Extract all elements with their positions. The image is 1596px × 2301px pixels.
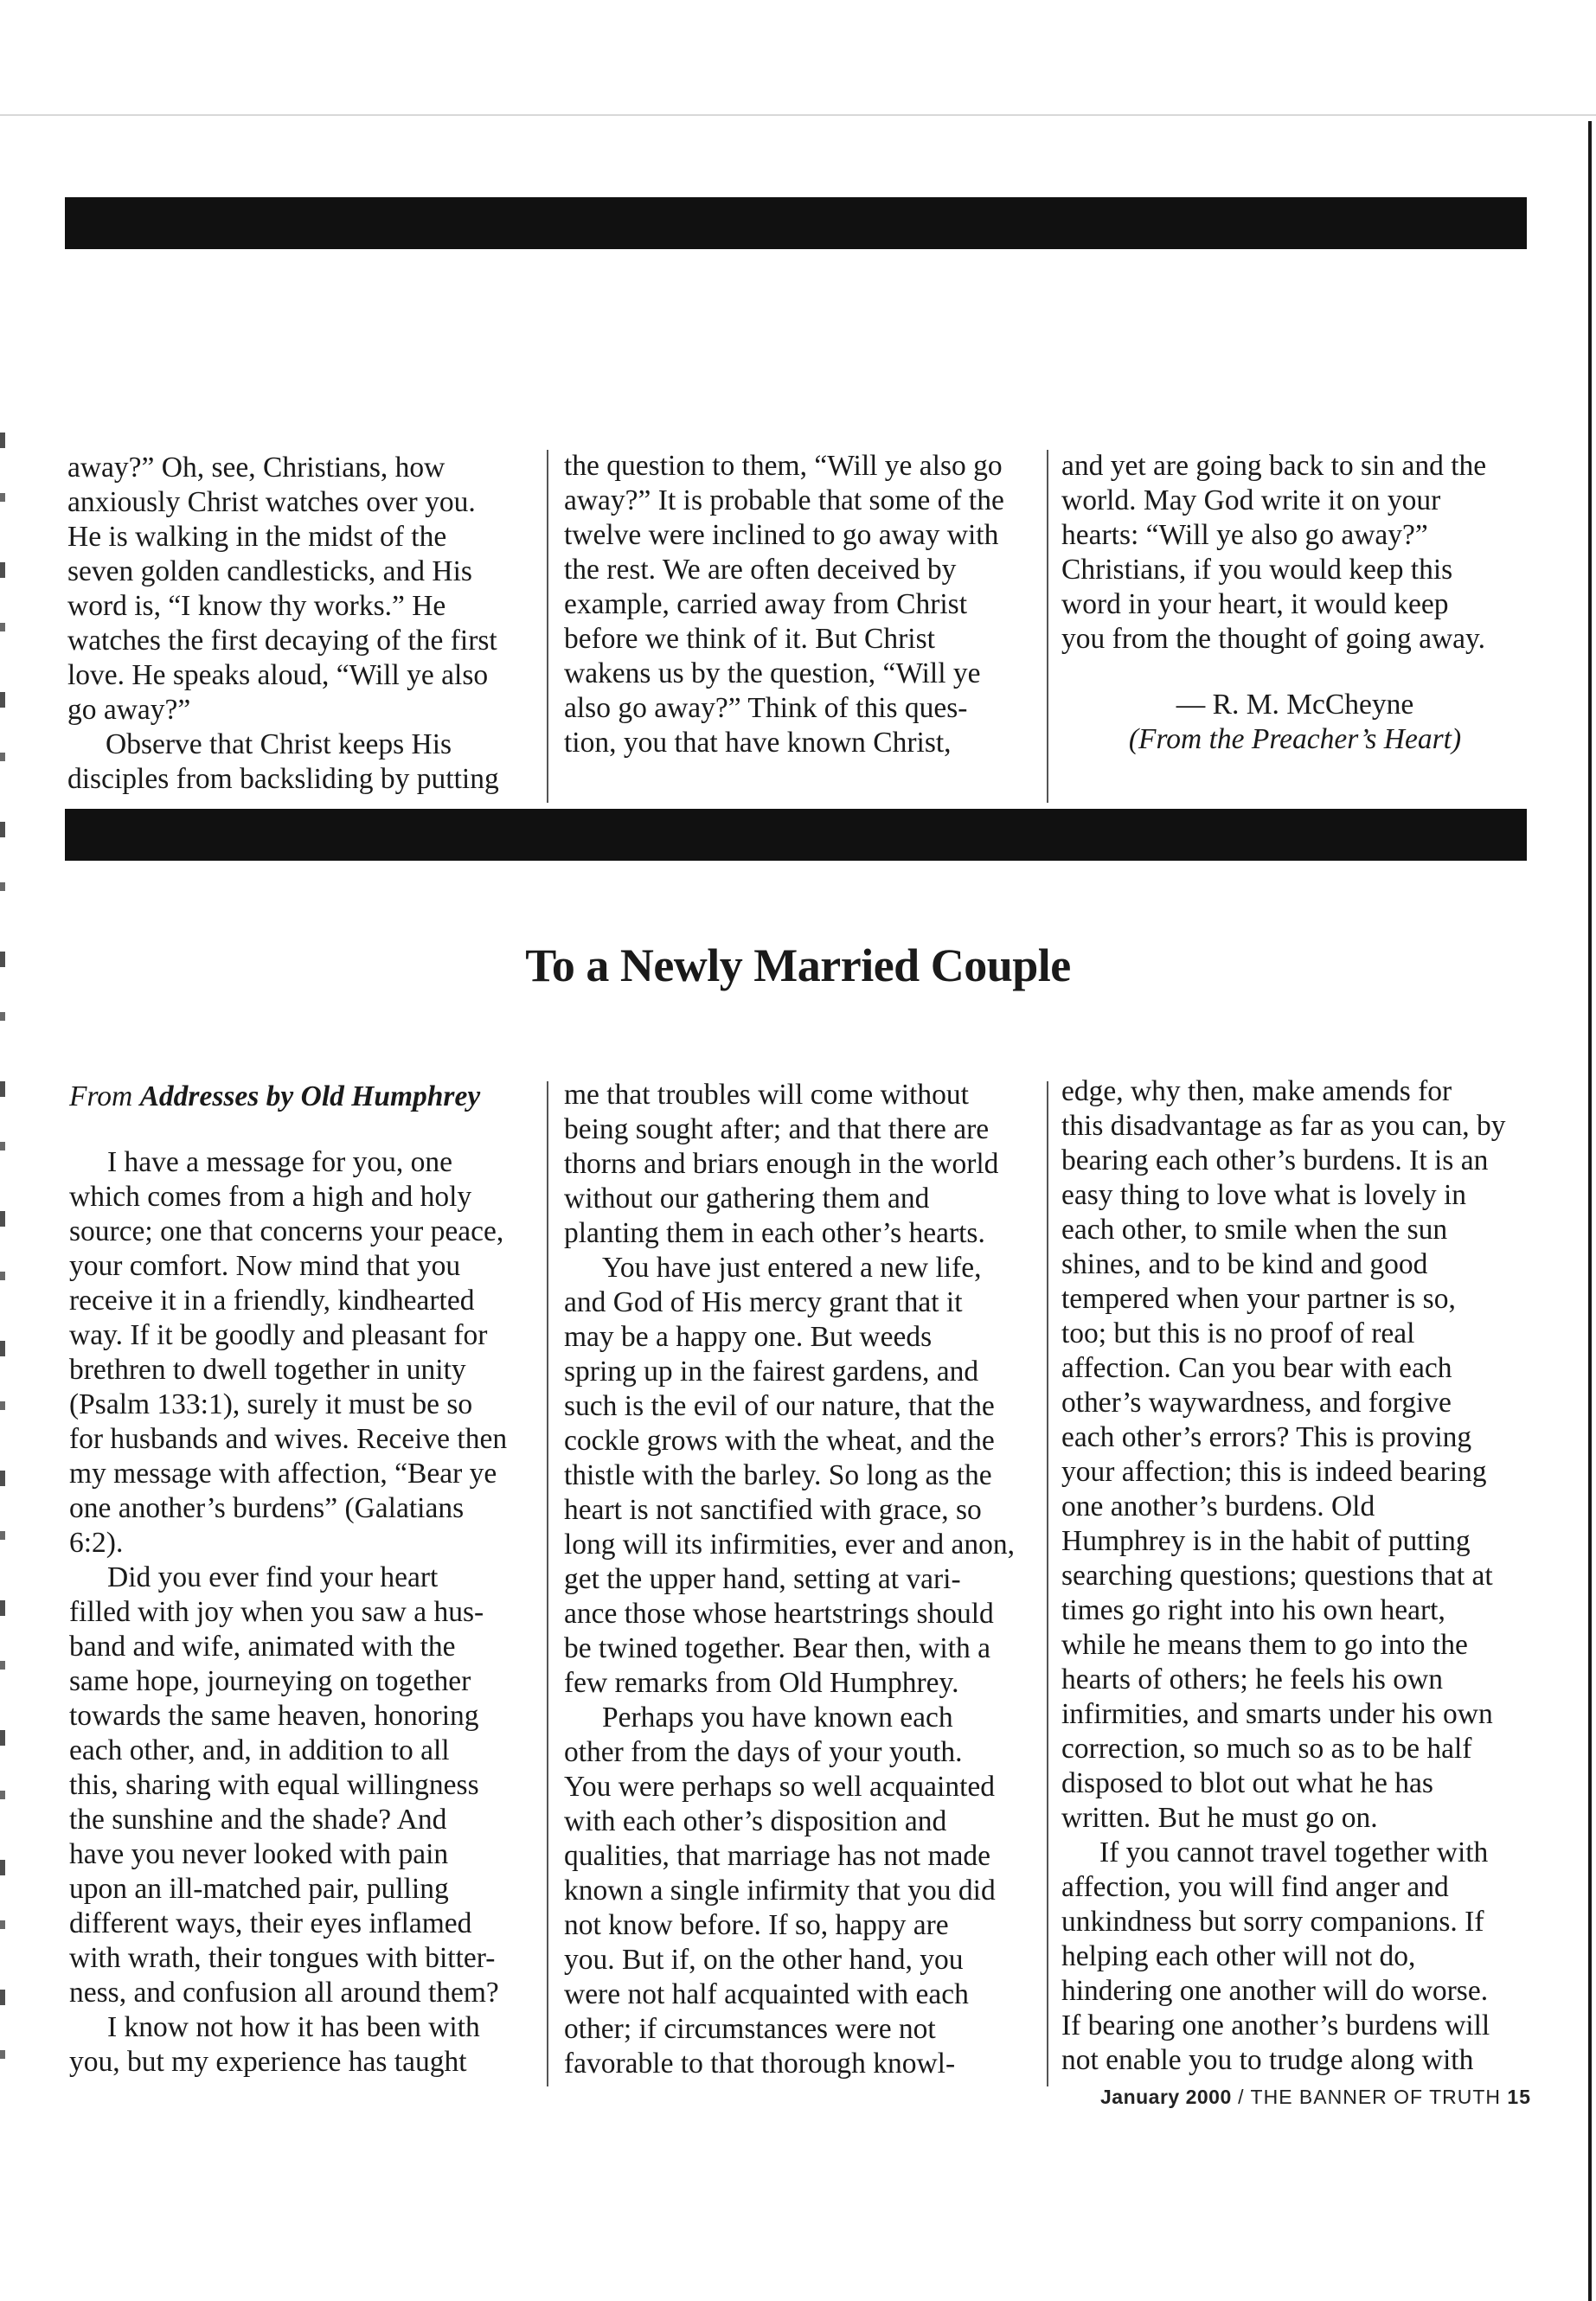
text-line: this, sharing with equal willingness — [69, 1769, 479, 1801]
text-line: me that troubles will come without — [564, 1079, 969, 1111]
text-line: for husbands and wives. Receive then — [69, 1423, 508, 1455]
text-line: Humphrey is in the habit of putting — [1061, 1525, 1471, 1557]
text-line: away?” It is probable that some of the — [564, 484, 1004, 516]
text-line: upon an ill-matched pair, pulling — [69, 1873, 449, 1905]
text-line: Christians, if you would keep this — [1061, 554, 1453, 586]
top-column-2 — [564, 449, 1031, 760]
text-line: same hope, journeying on together — [69, 1665, 471, 1697]
signature-source: (From the Preacher’s Heart) — [1128, 723, 1462, 755]
text-line: you. But if, on the other hand, you — [564, 1944, 964, 1976]
text-line: without our gathering them and — [564, 1183, 930, 1215]
text-line: each other, and, in addition to all — [69, 1734, 450, 1766]
text-line: each other’s errors? This is proving — [1061, 1421, 1472, 1453]
text-line: towards the same heaven, honoring — [69, 1700, 479, 1732]
text-line: times go right into his own heart, — [1061, 1594, 1445, 1626]
text-line: cockle grows with the wheat, and the — [564, 1425, 995, 1457]
text-line: your affection; this is indeed bearing — [1061, 1456, 1487, 1488]
text-line: example, carried away from Christ — [564, 588, 968, 620]
text-line: too; but this is no proof of real — [1061, 1317, 1415, 1349]
column-rule — [1047, 450, 1048, 803]
text-line: and God of His mercy grant that it — [564, 1286, 963, 1318]
text-line: I know not how it has been with — [107, 2011, 480, 2043]
text-line: have you never looked with pain — [69, 1838, 449, 1870]
text-line: get the upper hand, setting at vari- — [564, 1563, 961, 1595]
text-line: spring up in the fairest gardens, and — [564, 1356, 979, 1388]
top-column-3 — [1061, 449, 1529, 757]
text-line: 6:2). — [69, 1527, 124, 1559]
top-column-1 — [67, 451, 535, 797]
text-line: long will its infirmities, ever and anon, — [564, 1529, 1016, 1561]
article-title: To a Newly Married Couple — [525, 939, 1071, 991]
text-line: source; one that concerns your peace, — [69, 1215, 504, 1247]
footer-separator: / — [1238, 2086, 1245, 2108]
text-line: with each other’s disposition and — [564, 1805, 947, 1837]
text-line: thistle with the barley. So long as the — [564, 1459, 992, 1491]
text-line: You were perhaps so well acquainted — [564, 1771, 996, 1803]
text-line: bearing each other’s burdens. It is an — [1061, 1144, 1489, 1176]
footer-publication: THE BANNER OF TRUTH — [1250, 2086, 1502, 2108]
text-line: also go away?” Think of this ques- — [564, 692, 968, 724]
text-line: hindering one another will do worse. — [1061, 1975, 1489, 2007]
text-line: you, but my experience has taught — [69, 2046, 467, 2078]
text-line: disciples from backsliding by putting — [67, 763, 499, 795]
text-line: not know before. If so, happy are — [564, 1909, 949, 1941]
scan-top-edge — [0, 114, 1596, 116]
text-line: be twined together. Bear then, with a — [564, 1632, 991, 1664]
article-column-1 — [69, 1080, 536, 2080]
text-line: planting them in each other’s hearts. — [564, 1217, 985, 1249]
page-footer — [1090, 2086, 1531, 2109]
text-line: twelve were inclined to go away with — [564, 519, 999, 551]
text-line: you from the thought of going away. — [1061, 623, 1486, 655]
text-line: other from the days of your youth. — [564, 1736, 963, 1768]
text-line: were not half acquainted with each — [564, 1978, 969, 2010]
text-line: while he means them to go into the — [1061, 1629, 1468, 1661]
column-rule — [1047, 1081, 1048, 2086]
text-line: the sunshine and the shade? And — [69, 1804, 447, 1836]
signature-name: — R. M. McCheyne — [1176, 689, 1414, 721]
text-line: other; if circumstances were not — [564, 2013, 936, 2045]
scan-right-edge — [1588, 121, 1592, 2301]
text-line: anxiously Christ watches over you. — [67, 486, 476, 518]
text-line: ness, and confusion all around them? — [69, 1977, 499, 2009]
text-line: If you cannot travel together with — [1099, 1836, 1489, 1868]
text-line: one another’s burdens. Old — [1061, 1490, 1375, 1522]
text-line: your comfort. Now mind that you — [69, 1250, 461, 1282]
text-line: helping each other will not do, — [1061, 1940, 1416, 1972]
text-line: my message with affection, “Bear ye — [69, 1458, 497, 1490]
text-line: tion, you that have known Christ, — [564, 727, 952, 759]
text-line: not enable you to trudge along with — [1061, 2044, 1474, 2076]
text-line: heart is not sanctified with grace, so — [564, 1494, 982, 1526]
scan-binding-marks — [0, 433, 5, 2119]
text-line: the rest. We are often deceived by — [564, 554, 957, 586]
text-line: easy thing to love what is lovely in — [1061, 1179, 1467, 1211]
text-line: way. If it be goodly and pleasant for — [69, 1319, 488, 1351]
text-line: ance those whose heartstrings should — [564, 1598, 994, 1630]
text-line: other’s waywardness, and forgive — [1061, 1387, 1452, 1419]
text-line: Observe that Christ keeps His — [106, 728, 452, 760]
text-line: hearts: “Will ye also go away?” — [1061, 519, 1428, 551]
text-line: receive it in a friendly, kindhearted — [69, 1285, 475, 1317]
text-line: band and wife, animated with the — [69, 1631, 456, 1663]
text-line: word in your heart, it would keep — [1061, 588, 1449, 620]
text-line: thorns and briars enough in the world — [564, 1148, 999, 1180]
text-line: and yet are going back to sin and the — [1061, 450, 1487, 482]
text-line: written. But he must go on. — [1061, 1802, 1378, 1834]
text-line: qualities, that marriage has not made — [564, 1840, 991, 1872]
text-line: edge, why then, make amends for — [1061, 1075, 1452, 1107]
text-line: this disadvantage as far as you can, by — [1061, 1110, 1506, 1142]
page-number: 15 — [1507, 2086, 1531, 2108]
text-line: brethren to dwell together in unity — [69, 1354, 466, 1386]
text-line: infirmities, and smarts under his own — [1061, 1698, 1493, 1730]
text-line: being sought after; and that there are — [564, 1113, 990, 1145]
text-line: correction, so much so as to be half — [1061, 1733, 1472, 1765]
text-line: world. May God write it on your — [1061, 484, 1441, 516]
text-line: If bearing one another’s burdens will — [1061, 2009, 1490, 2041]
article-column-3 — [1061, 1074, 1529, 2078]
text-line: shines, and to be kind and good — [1061, 1248, 1428, 1280]
column-rule — [547, 1081, 548, 2086]
text-line: hearts of others; he feels his own — [1061, 1663, 1443, 1695]
middle-black-bar — [65, 809, 1527, 861]
text-line: one another’s burdens” (Galatians — [69, 1492, 465, 1524]
text-line: I have a message for you, one — [107, 1146, 453, 1178]
text-line: which comes from a high and holy — [69, 1181, 472, 1213]
text-line: Perhaps you have known each — [602, 1702, 953, 1734]
text-line: few remarks from Old Humphrey. — [564, 1667, 959, 1699]
text-line: before we think of it. But Christ — [564, 623, 935, 655]
text-line: love. He speaks aloud, “Will ye also — [67, 659, 489, 691]
text-line: wakens us by the question, “Will ye — [564, 657, 981, 689]
text-line: such is the evil of our nature, that the — [564, 1390, 995, 1422]
text-line: away?” Oh, see, Christians, how — [67, 452, 445, 484]
source-prefix: From — [69, 1080, 140, 1112]
text-line: affection. Can you bear with each — [1061, 1352, 1452, 1384]
column-rule — [547, 450, 548, 803]
text-line: known a single infirmity that you did — [564, 1875, 996, 1907]
text-line: filled with joy when you saw a hus- — [69, 1596, 484, 1628]
text-line: watches the first decaying of the first — [67, 625, 497, 657]
text-line: favorable to that thorough knowl- — [564, 2048, 956, 2080]
text-line: (Psalm 133:1), surely it must be so — [69, 1388, 473, 1420]
source-title: Addresses by Old Humphrey — [139, 1080, 481, 1112]
text-line: affection, you will find anger and — [1061, 1871, 1449, 1903]
text-line: He is walking in the midst of the — [67, 521, 447, 553]
text-line: different ways, their eyes inflamed — [69, 1907, 472, 1939]
text-line: go away?” — [67, 694, 191, 726]
text-line: with wrath, their tongues with bitter- — [69, 1942, 496, 1974]
article-column-2 — [564, 1078, 1031, 2081]
article-source — [69, 1080, 536, 1114]
footer-date: January 2000 — [1099, 2086, 1232, 2108]
text-line: seven golden candlesticks, and His — [67, 555, 472, 587]
top-black-bar — [65, 197, 1527, 249]
text-line: the question to them, “Will ye also go — [564, 450, 1003, 482]
text-line: You have just entered a new life, — [602, 1252, 982, 1284]
text-line: tempered when your partner is so, — [1061, 1283, 1456, 1315]
text-line: searching questions; questions that at — [1061, 1560, 1493, 1592]
text-line: word is, “I know thy works.” He — [67, 590, 446, 622]
text-line: disposed to blot out what he has — [1061, 1767, 1433, 1799]
text-line: each other, to smile when the sun — [1061, 1214, 1448, 1246]
text-line: Did you ever find your heart — [107, 1561, 439, 1593]
text-line: unkindness but sorry companions. If — [1061, 1906, 1484, 1938]
text-line: may be a happy one. But weeds — [564, 1321, 933, 1353]
